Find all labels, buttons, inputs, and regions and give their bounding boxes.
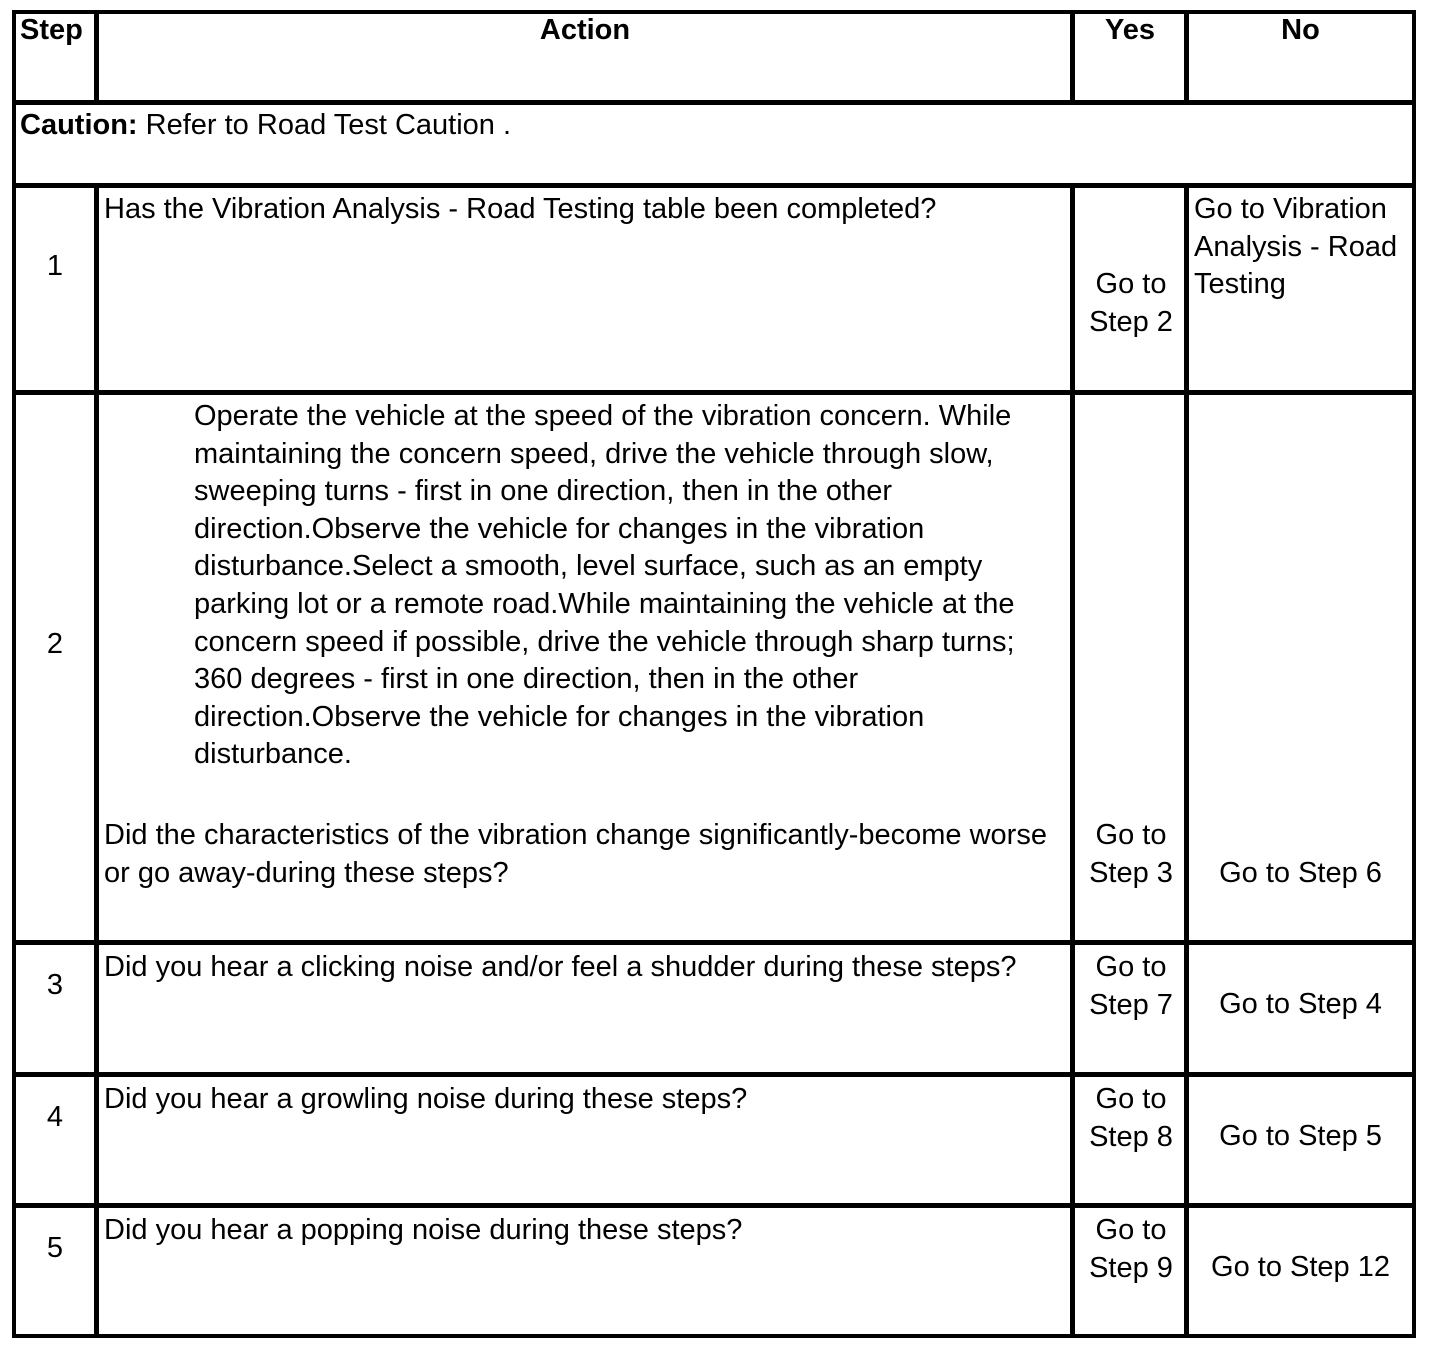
yes-result: Go to Step 3	[1089, 819, 1173, 889]
header-action: Action	[539, 14, 631, 46]
caution-text: Refer to Road Test Caution .	[145, 109, 512, 141]
no-result: Go to Step 12	[1211, 1251, 1390, 1283]
row-divider	[12, 940, 1416, 945]
step-number: 5	[46, 1232, 64, 1264]
diagnostic-table	[12, 10, 1416, 1338]
column-divider	[1184, 184, 1189, 1338]
action-text: Has the Vibration Analysis - Road Testing table been completed?	[104, 193, 937, 225]
table-border-bottom	[12, 1334, 1416, 1338]
header-no: No	[1281, 14, 1320, 46]
row-divider	[12, 390, 1416, 395]
step-number: 2	[46, 628, 64, 660]
caution-note	[20, 107, 1400, 145]
no-result: Go to Step 4	[1219, 988, 1382, 1020]
yes-result: Go to Step 9	[1089, 1214, 1173, 1284]
action-text: Did the characteristics of the vibration change significantly-become worse or go away-during these steps?	[104, 819, 1047, 889]
column-divider	[94, 184, 99, 1338]
action-text: Did you hear a clicking noise and/or feel a shudder during these steps?	[104, 951, 1017, 983]
row-divider	[12, 1072, 1416, 1077]
no-result: Go to Vibration Analysis - Road Testing	[1194, 193, 1398, 301]
header-yes: Yes	[1105, 14, 1155, 46]
row-divider	[12, 183, 1416, 188]
step-number: 3	[46, 969, 64, 1001]
row-divider	[12, 1203, 1416, 1208]
yes-result: Go to Step 8	[1089, 1083, 1173, 1153]
table-border-right	[1412, 10, 1416, 1338]
yes-result: Go to Step 7	[1089, 951, 1173, 1021]
header-step: Step	[20, 14, 83, 46]
table-border-left	[12, 10, 16, 1338]
yes-result: Go to Step 2	[1089, 268, 1173, 338]
row-divider	[12, 100, 1416, 105]
action-text: Did you hear a popping noise during these steps?	[104, 1214, 743, 1246]
no-result: Go to Step 6	[1219, 857, 1382, 889]
instructions-text: Operate the vehicle at the speed of the vibration concern. While maintaining the concern speed, drive the vehicle through slow, sweeping turns - first in one direction, then in the other direction.Observe the vehicle for changes in the vibration disturbance.Select a smooth, level surface, such as an empty parking lot or a remote road.While maintaining the vehicle at the concern speed if possible, drive the vehicle through sharp turns; 360 degrees - first in one direction, then in the other direction.Observe the vehicle for changes in the vibration disturbance.	[194, 400, 1015, 771]
step-number: 4	[46, 1101, 64, 1133]
step-number: 1	[46, 250, 64, 282]
caution-label: Caution:	[20, 109, 138, 141]
action-text: Did you hear a growling noise during these steps?	[104, 1083, 748, 1115]
no-result: Go to Step 5	[1219, 1120, 1382, 1152]
column-divider	[1070, 184, 1075, 1338]
